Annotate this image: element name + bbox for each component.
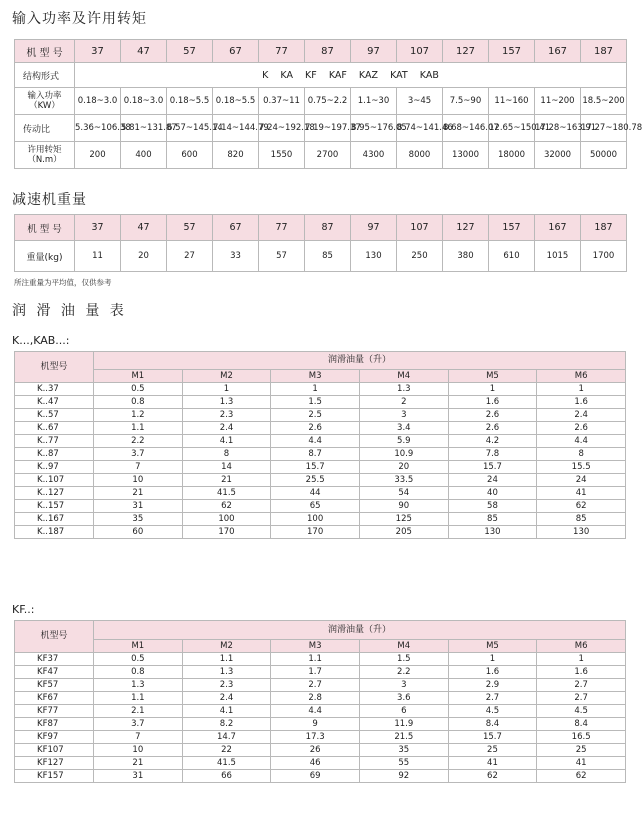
- oil-volume-cell: 1: [448, 653, 537, 666]
- torque-cell: 32000: [535, 142, 581, 169]
- ratio-cell: 6.57~145.14: [167, 115, 213, 142]
- weight-note: 所注重量为平均值，仅供参考: [14, 278, 112, 287]
- model-cell: 57: [167, 215, 213, 241]
- oil-volume-cell: 10: [94, 744, 183, 757]
- mount-column: M6: [537, 370, 626, 383]
- oil-volume-cell: 41: [537, 757, 626, 770]
- mount-column: M3: [271, 370, 360, 383]
- model-cell: 167: [535, 215, 581, 241]
- oil-volume-cell: 130: [537, 526, 626, 539]
- oil-volume-cell: 2.4: [182, 692, 271, 705]
- weight-header-row: [15, 215, 627, 241]
- torque-cell: 13000: [443, 142, 489, 169]
- oil-volume-cell: 130: [448, 526, 537, 539]
- torque-cell: 820: [213, 142, 259, 169]
- oil-volume-cell: 6: [359, 705, 448, 718]
- k-lube-table: [14, 351, 626, 539]
- model-cell: 107: [397, 40, 443, 63]
- ratio-row: [15, 115, 627, 142]
- oil-volume-cell: 1.3: [359, 383, 448, 396]
- model-header: 机型号: [15, 621, 94, 653]
- row-model: KF57: [15, 679, 94, 692]
- oil-volume-cell: 21: [94, 757, 183, 770]
- oil-volume-cell: 8.4: [537, 718, 626, 731]
- oil-volume-cell: 4.1: [182, 435, 271, 448]
- row-model: KF157: [15, 770, 94, 783]
- oil-volume-cell: 54: [359, 487, 448, 500]
- model-cell: 37: [75, 40, 121, 63]
- row-model: KF47: [15, 666, 94, 679]
- oil-volume-cell: 15.7: [448, 461, 537, 474]
- oil-volume-cell: 31: [94, 770, 183, 783]
- model-cell: 87: [305, 215, 351, 241]
- oil-volume-cell: 4.4: [271, 705, 360, 718]
- oil-volume-cell: 7: [94, 731, 183, 744]
- oil-volume-cell: 1.5: [359, 653, 448, 666]
- oil-volume-cell: 5.9: [359, 435, 448, 448]
- row-model: K..97: [15, 461, 94, 474]
- oil-volume-cell: 2.7: [448, 692, 537, 705]
- oil-volume-cell: 1: [182, 383, 271, 396]
- power-row: [15, 88, 627, 115]
- table-row: [15, 770, 626, 783]
- oil-volume-cell: 11.9: [359, 718, 448, 731]
- oil-volume-cell: 3.7: [94, 718, 183, 731]
- torque-label: 许用转矩（N.m）: [15, 142, 75, 169]
- oil-volume-cell: 2.5: [271, 409, 360, 422]
- table-row: [15, 396, 626, 409]
- torque-cell: 400: [121, 142, 167, 169]
- oil-volume-cell: 7: [94, 461, 183, 474]
- oil-volume-cell: 2.9: [448, 679, 537, 692]
- power-cell: 0.18~5.5: [213, 88, 259, 115]
- weight-cell: 130: [351, 241, 397, 272]
- oil-volume-cell: 0.8: [94, 666, 183, 679]
- table-row: [15, 500, 626, 513]
- row-model: K..127: [15, 487, 94, 500]
- oil-volume-cell: 100: [182, 513, 271, 526]
- oil-volume-cell: 25: [448, 744, 537, 757]
- table-row: [15, 705, 626, 718]
- model-cell: 107: [397, 215, 443, 241]
- row-model: K..37: [15, 383, 94, 396]
- model-cell: 67: [213, 215, 259, 241]
- oil-volume-cell: 3.4: [359, 422, 448, 435]
- ratio-cell: 7.24~192.18: [259, 115, 305, 142]
- row-model: KF77: [15, 705, 94, 718]
- weight-label: 重量(kg): [15, 241, 75, 272]
- mount-column: M4: [359, 370, 448, 383]
- oil-volume-cell: 1.5: [271, 396, 360, 409]
- mount-column: M5: [448, 640, 537, 653]
- mount-column: M2: [182, 370, 271, 383]
- oil-volume-cell: 35: [359, 744, 448, 757]
- oil-volume-cell: 10.9: [359, 448, 448, 461]
- kf-lube-table: [14, 620, 626, 783]
- oil-volume-cell: 85: [448, 513, 537, 526]
- oil-volume-cell: 2: [359, 396, 448, 409]
- model-cell: 77: [259, 215, 305, 241]
- mount-column: M3: [271, 640, 360, 653]
- mount-column: M1: [94, 640, 183, 653]
- model-cell: 47: [121, 40, 167, 63]
- oil-volume-cell: 8: [537, 448, 626, 461]
- row-model: KF37: [15, 653, 94, 666]
- model-cell: 47: [121, 215, 167, 241]
- oil-volume-cell: 21.5: [359, 731, 448, 744]
- oil-volume-cell: 1.6: [448, 666, 537, 679]
- oil-volume-cell: 15.7: [271, 461, 360, 474]
- weight-row: [15, 241, 627, 272]
- weight-cell: 1700: [581, 241, 627, 272]
- model-cell: 57: [167, 40, 213, 63]
- mount-column: M6: [537, 640, 626, 653]
- model-cell: 127: [443, 40, 489, 63]
- oil-volume-cell: 21: [182, 474, 271, 487]
- oil-volume-cell: 10: [94, 474, 183, 487]
- oil-volume-cell: 4.5: [448, 705, 537, 718]
- torque-cell: 600: [167, 142, 213, 169]
- row-model: K..77: [15, 435, 94, 448]
- torque-cell: 200: [75, 142, 121, 169]
- power-cell: 7.5~90: [443, 88, 489, 115]
- power-label: 输入功率（KW）: [15, 88, 75, 115]
- kf-header-row: [15, 621, 626, 640]
- model-header: 机 型 号: [15, 40, 75, 63]
- table-row: [15, 409, 626, 422]
- ratio-cell: 8.68~146.07: [443, 115, 489, 142]
- oil-volume-cell: 22: [182, 744, 271, 757]
- oil-volume-cell: 0.5: [94, 653, 183, 666]
- power-cell: 11~160: [489, 88, 535, 115]
- model-cell: 187: [581, 215, 627, 241]
- ratio-cell: 5.81~131.87: [121, 115, 167, 142]
- table-row: [15, 718, 626, 731]
- oil-volume-cell: 41.5: [182, 487, 271, 500]
- weight-cell: 85: [305, 241, 351, 272]
- oil-volume-cell: 55: [359, 757, 448, 770]
- model-cell: 167: [535, 40, 581, 63]
- structure-row: [15, 63, 627, 88]
- oil-volume-cell: 1.6: [537, 396, 626, 409]
- oil-volume-cell: 9: [271, 718, 360, 731]
- oil-volume-cell: 125: [359, 513, 448, 526]
- oil-volume-cell: 170: [182, 526, 271, 539]
- oil-volume-cell: 3.7: [94, 448, 183, 461]
- kf-column-row: [15, 640, 626, 653]
- table-row: [15, 744, 626, 757]
- oil-volume-cell: 60: [94, 526, 183, 539]
- ratio-cell: 7.14~144.79: [213, 115, 259, 142]
- row-model: KF97: [15, 731, 94, 744]
- oil-volume-cell: 3.6: [359, 692, 448, 705]
- oil-volume-cell: 1.3: [182, 396, 271, 409]
- model-cell: 127: [443, 215, 489, 241]
- ratio-cell: 8.95~176.05: [351, 115, 397, 142]
- table-row: [15, 731, 626, 744]
- oil-volume-cell: 33.5: [359, 474, 448, 487]
- oil-volume-cell: 85: [537, 513, 626, 526]
- oil-volume-cell: 1: [537, 383, 626, 396]
- ratio-cell: 5.36~106.38: [75, 115, 121, 142]
- oil-volume-cell: 1.1: [182, 653, 271, 666]
- table-row: [15, 422, 626, 435]
- oil-volume-header: 润滑油量（升）: [94, 621, 626, 640]
- power-cell: 11~200: [535, 88, 581, 115]
- ratio-label: 传动比: [15, 115, 75, 142]
- oil-volume-cell: 66: [182, 770, 271, 783]
- oil-volume-cell: 8.7: [271, 448, 360, 461]
- row-model: K..87: [15, 448, 94, 461]
- ratio-cell: 12.65~150.41: [489, 115, 535, 142]
- model-header: 机型号: [15, 352, 94, 383]
- row-model: K..187: [15, 526, 94, 539]
- row-model: K..47: [15, 396, 94, 409]
- oil-volume-cell: 3: [359, 679, 448, 692]
- oil-volume-cell: 4.4: [537, 435, 626, 448]
- weight-cell: 380: [443, 241, 489, 272]
- oil-volume-cell: 2.1: [94, 705, 183, 718]
- weight-cell: 57: [259, 241, 305, 272]
- k-column-row: [15, 370, 626, 383]
- oil-volume-cell: 1: [448, 383, 537, 396]
- oil-volume-cell: 24: [448, 474, 537, 487]
- oil-volume-cell: 1.7: [271, 666, 360, 679]
- oil-volume-cell: 1.2: [94, 409, 183, 422]
- oil-volume-cell: 15.7: [448, 731, 537, 744]
- oil-volume-cell: 8.2: [182, 718, 271, 731]
- oil-volume-cell: 0.8: [94, 396, 183, 409]
- weight-cell: 610: [489, 241, 535, 272]
- oil-volume-cell: 31: [94, 500, 183, 513]
- oil-volume-cell: 62: [537, 770, 626, 783]
- oil-volume-cell: 2.2: [94, 435, 183, 448]
- ratio-cell: 17.27~180.78: [581, 115, 627, 142]
- lube-section-title: 润 滑 油 量 表: [12, 303, 127, 319]
- oil-volume-cell: 2.3: [182, 679, 271, 692]
- model-cell: 187: [581, 40, 627, 63]
- oil-volume-cell: 44: [271, 487, 360, 500]
- oil-volume-cell: 92: [359, 770, 448, 783]
- oil-volume-cell: 1.6: [537, 666, 626, 679]
- oil-volume-cell: 3: [359, 409, 448, 422]
- oil-volume-cell: 20: [359, 461, 448, 474]
- table-row: [15, 513, 626, 526]
- weight-table: [14, 214, 627, 272]
- oil-volume-cell: 2.7: [271, 679, 360, 692]
- oil-volume-cell: 2.4: [537, 409, 626, 422]
- power-cell: 1.1~30: [351, 88, 397, 115]
- oil-volume-cell: 1.3: [182, 666, 271, 679]
- oil-volume-cell: 46: [271, 757, 360, 770]
- oil-volume-cell: 2.8: [271, 692, 360, 705]
- power-cell: 3~45: [397, 88, 443, 115]
- model-cell: 157: [489, 40, 535, 63]
- oil-volume-cell: 2.4: [182, 422, 271, 435]
- torque-cell: 4300: [351, 142, 397, 169]
- k-header-row: [15, 352, 626, 370]
- power-cell: 0.18~5.5: [167, 88, 213, 115]
- structure-label: 结构形式: [15, 63, 75, 88]
- oil-volume-cell: 69: [271, 770, 360, 783]
- row-model: K..57: [15, 409, 94, 422]
- oil-volume-cell: 4.5: [537, 705, 626, 718]
- weight-cell: 250: [397, 241, 443, 272]
- oil-volume-cell: 8: [182, 448, 271, 461]
- oil-volume-cell: 65: [271, 500, 360, 513]
- table-row: [15, 383, 626, 396]
- oil-volume-cell: 1: [271, 383, 360, 396]
- oil-volume-cell: 24: [537, 474, 626, 487]
- structure-value: K KA KF KAF KAZ KAT KAB: [75, 63, 627, 88]
- ratio-cell: 8.74~141.46: [397, 115, 443, 142]
- model-cell: 87: [305, 40, 351, 63]
- input-header-row: [15, 40, 627, 63]
- torque-row: [15, 142, 627, 169]
- torque-cell: 8000: [397, 142, 443, 169]
- input-power-table: [14, 39, 642, 169]
- table-row: [15, 679, 626, 692]
- oil-volume-cell: 2.2: [359, 666, 448, 679]
- mount-column: M4: [359, 640, 448, 653]
- oil-volume-cell: 16.5: [537, 731, 626, 744]
- table-row: [15, 448, 626, 461]
- input-power-section-title: 输入功率及许用转矩: [12, 11, 147, 27]
- kf-subtitle: KF..:: [12, 603, 35, 616]
- oil-volume-cell: 205: [359, 526, 448, 539]
- model-cell: 67: [213, 40, 259, 63]
- power-cell: 0.75~2.2: [305, 88, 351, 115]
- oil-volume-cell: 15.5: [537, 461, 626, 474]
- oil-volume-cell: 0.5: [94, 383, 183, 396]
- model-cell: 157: [489, 215, 535, 241]
- torque-cell: 50000: [581, 142, 627, 169]
- table-row: [15, 692, 626, 705]
- oil-volume-cell: 100: [271, 513, 360, 526]
- model-cell: 77: [259, 40, 305, 63]
- row-model: K..107: [15, 474, 94, 487]
- oil-volume-cell: 41: [537, 487, 626, 500]
- oil-volume-cell: 14.7: [182, 731, 271, 744]
- oil-volume-cell: 2.3: [182, 409, 271, 422]
- oil-volume-cell: 41: [448, 757, 537, 770]
- oil-volume-cell: 4.2: [448, 435, 537, 448]
- oil-volume-cell: 58: [448, 500, 537, 513]
- torque-cell: 18000: [489, 142, 535, 169]
- row-model: KF127: [15, 757, 94, 770]
- mount-column: M5: [448, 370, 537, 383]
- table-row: [15, 653, 626, 666]
- mount-column: M1: [94, 370, 183, 383]
- oil-volume-cell: 26: [271, 744, 360, 757]
- torque-cell: 2700: [305, 142, 351, 169]
- oil-volume-cell: 170: [271, 526, 360, 539]
- model-cell: 97: [351, 40, 397, 63]
- oil-volume-cell: 21: [94, 487, 183, 500]
- oil-volume-cell: 62: [537, 500, 626, 513]
- row-model: K..157: [15, 500, 94, 513]
- power-cell: 0.37~11: [259, 88, 305, 115]
- power-cell: 0.18~3.0: [75, 88, 121, 115]
- oil-volume-cell: 35: [94, 513, 183, 526]
- oil-volume-cell: 2.6: [537, 422, 626, 435]
- oil-volume-cell: 8.4: [448, 718, 537, 731]
- oil-volume-cell: 2.6: [448, 409, 537, 422]
- row-model: KF87: [15, 718, 94, 731]
- k-subtitle: K...,KAB...:: [12, 334, 70, 347]
- oil-volume-cell: 2.6: [271, 422, 360, 435]
- row-model: K..167: [15, 513, 94, 526]
- model-header: 机 型 号: [15, 215, 75, 241]
- oil-volume-cell: 62: [448, 770, 537, 783]
- weight-cell: 1015: [535, 241, 581, 272]
- weight-cell: 20: [121, 241, 167, 272]
- ratio-cell: 17.28~163.91: [535, 115, 581, 142]
- row-model: K..67: [15, 422, 94, 435]
- oil-volume-cell: 25.5: [271, 474, 360, 487]
- model-cell: 37: [75, 215, 121, 241]
- table-row: [15, 666, 626, 679]
- oil-volume-cell: 4.4: [271, 435, 360, 448]
- oil-volume-cell: 90: [359, 500, 448, 513]
- weight-cell: 33: [213, 241, 259, 272]
- model-cell: 97: [351, 215, 397, 241]
- oil-volume-cell: 62: [182, 500, 271, 513]
- oil-volume-cell: 2.7: [537, 679, 626, 692]
- weight-cell: 27: [167, 241, 213, 272]
- table-row: [15, 526, 626, 539]
- table-row: [15, 757, 626, 770]
- mount-column: M2: [182, 640, 271, 653]
- oil-volume-cell: 1.6: [448, 396, 537, 409]
- weight-section-title: 减速机重量: [12, 192, 87, 208]
- torque-cell: 1550: [259, 142, 305, 169]
- oil-volume-cell: 2.6: [448, 422, 537, 435]
- oil-volume-cell: 1.1: [94, 422, 183, 435]
- power-cell: 18.5~200: [581, 88, 627, 115]
- oil-volume-cell: 14: [182, 461, 271, 474]
- oil-volume-cell: 1.1: [94, 692, 183, 705]
- row-model: KF67: [15, 692, 94, 705]
- oil-volume-cell: 1.3: [94, 679, 183, 692]
- power-cell: 0.18~3.0: [121, 88, 167, 115]
- row-model: KF107: [15, 744, 94, 757]
- oil-volume-header: 润滑油量（升）: [94, 352, 626, 370]
- oil-volume-cell: 2.7: [537, 692, 626, 705]
- table-row: [15, 461, 626, 474]
- oil-volume-cell: 7.8: [448, 448, 537, 461]
- oil-volume-cell: 41.5: [182, 757, 271, 770]
- oil-volume-cell: 1: [537, 653, 626, 666]
- weight-cell: 11: [75, 241, 121, 272]
- oil-volume-cell: 4.1: [182, 705, 271, 718]
- oil-volume-cell: 25: [537, 744, 626, 757]
- ratio-cell: 7.19~197.37: [305, 115, 351, 142]
- table-row: [15, 435, 626, 448]
- table-row: [15, 487, 626, 500]
- oil-volume-cell: 17.3: [271, 731, 360, 744]
- table-row: [15, 474, 626, 487]
- oil-volume-cell: 40: [448, 487, 537, 500]
- oil-volume-cell: 1.1: [271, 653, 360, 666]
